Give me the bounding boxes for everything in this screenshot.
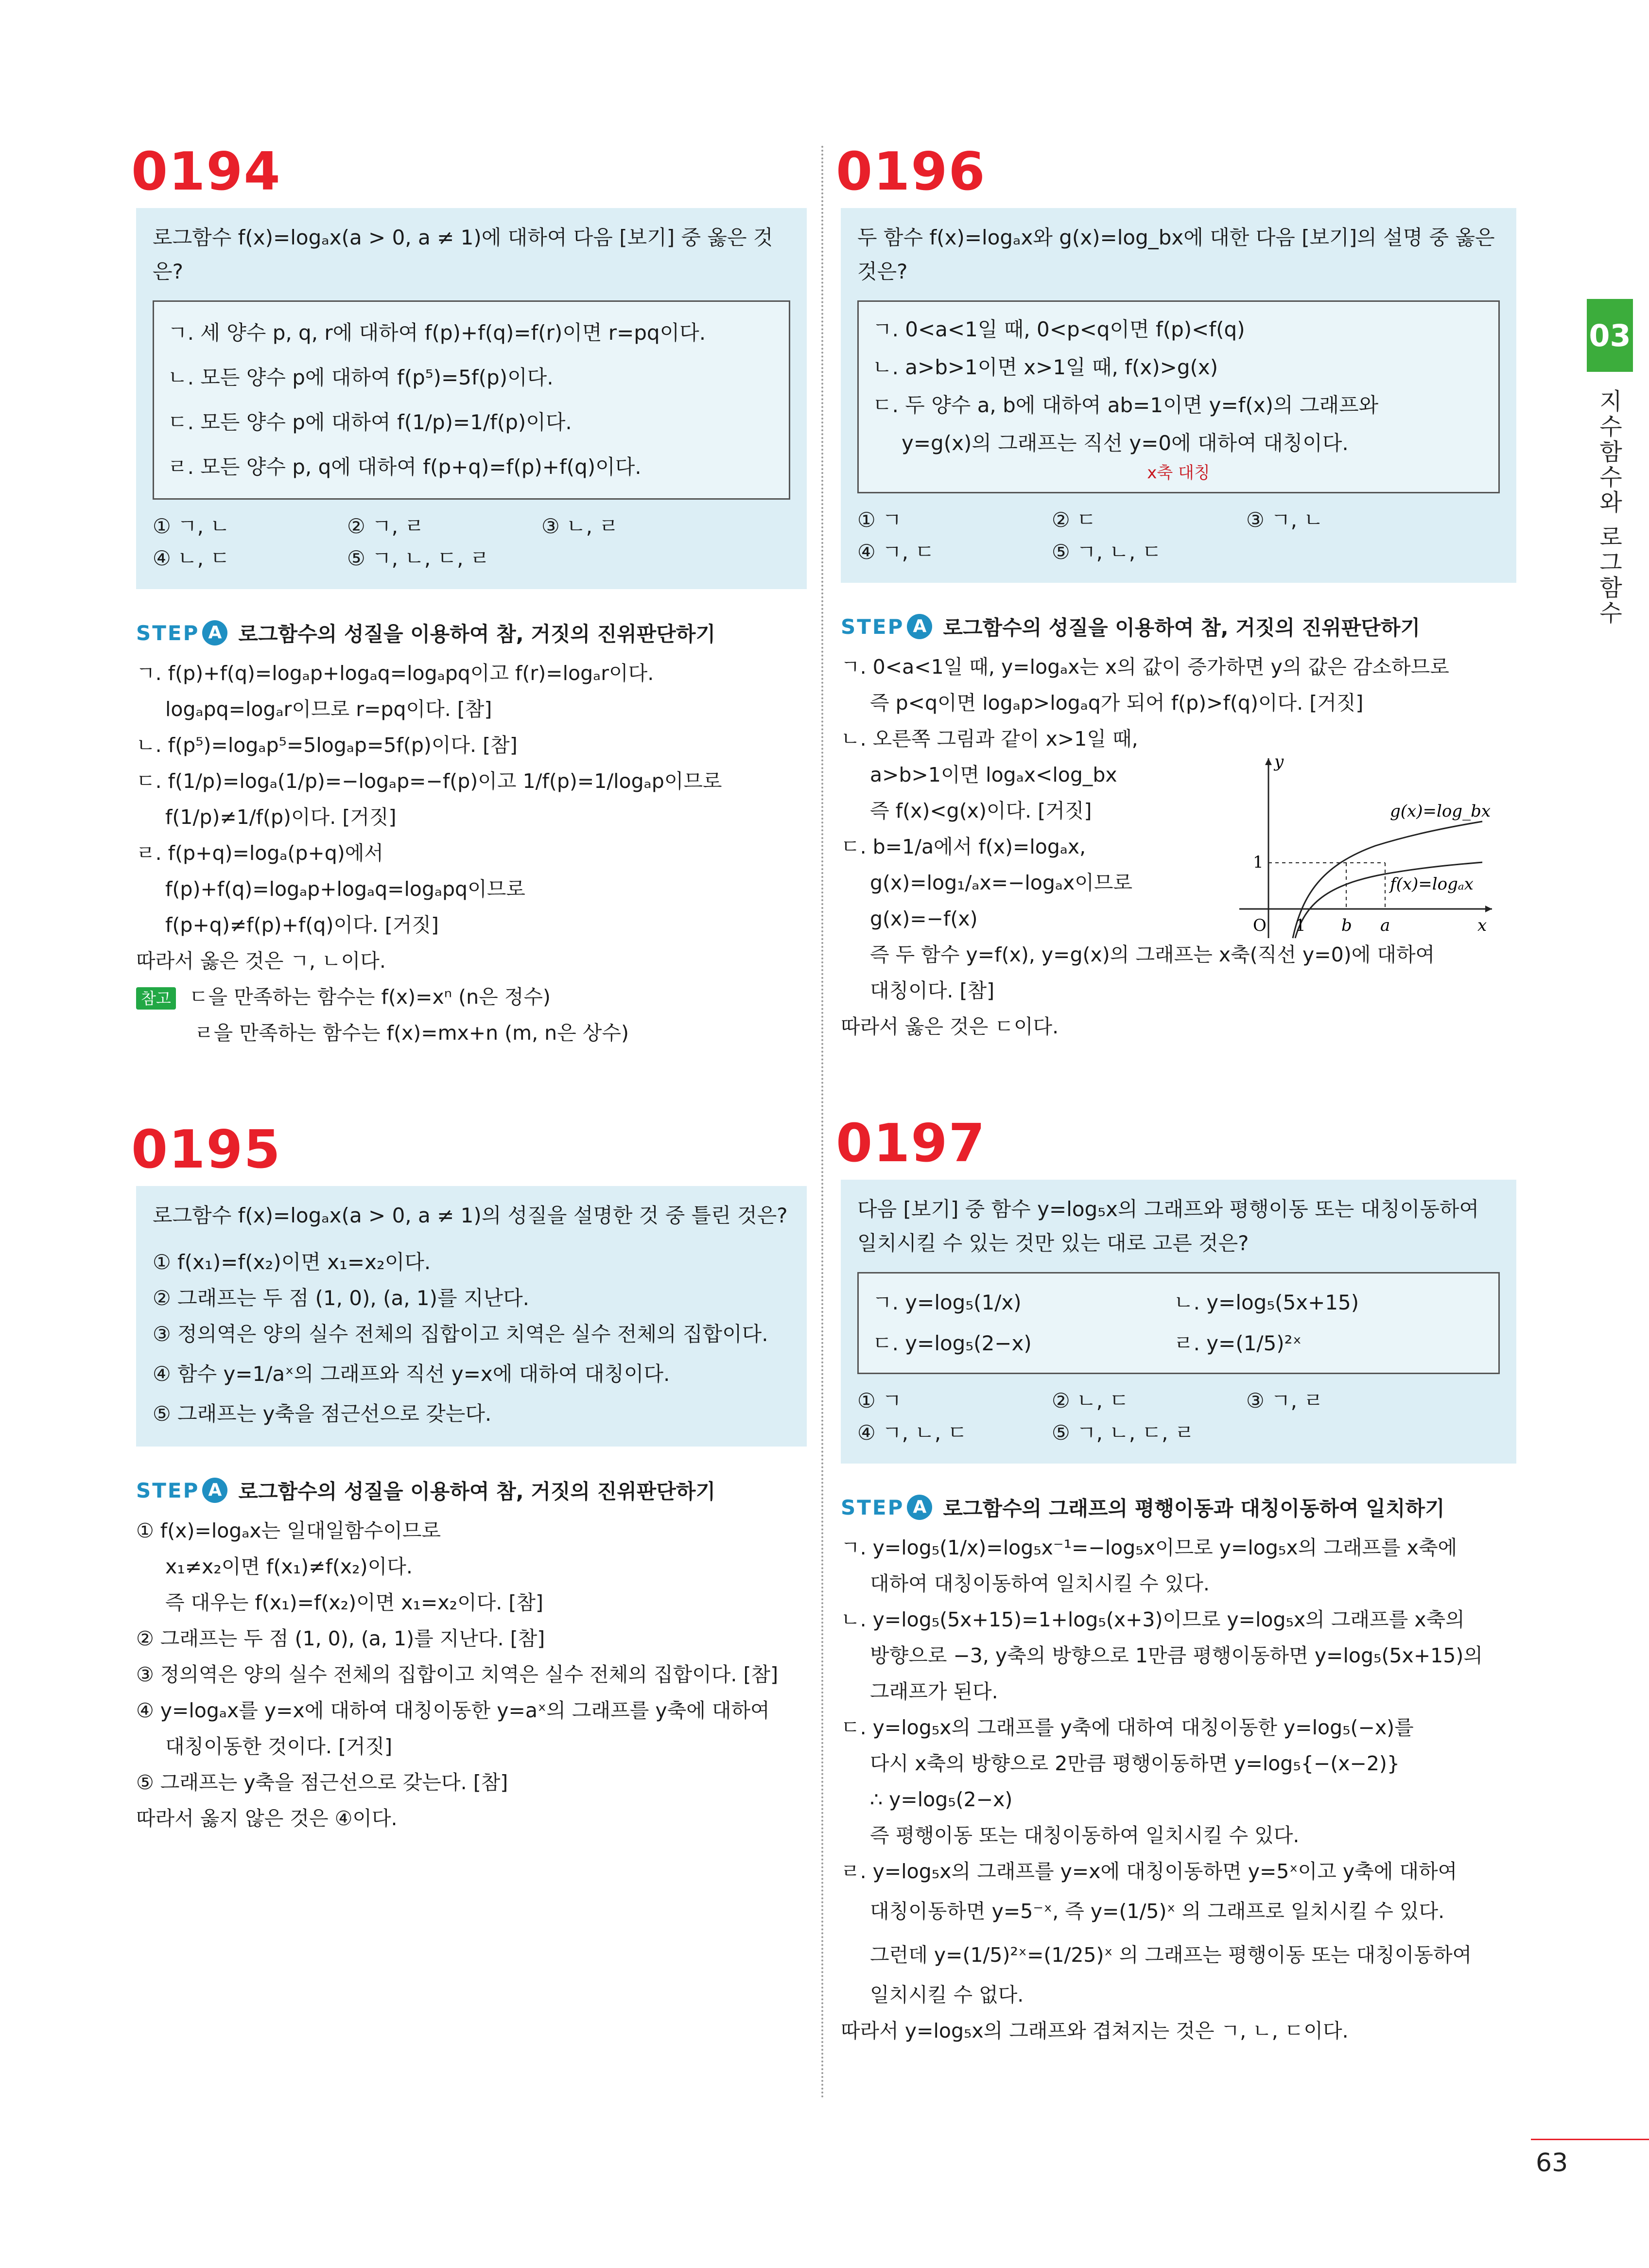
choice-1: ① ㄱ (857, 508, 902, 532)
problem-number: 0196 (836, 141, 986, 202)
choice-1: ① f(x₁)=f(x₂)이면 x₁=x₂이다. (153, 1250, 431, 1274)
solution-line: 즉 f(x)<g(x)이다. [거짓] (870, 799, 1092, 822)
problem-number: 0197 (836, 1113, 986, 1174)
solution-line: ㄴ. 오른쪽 그림과 같이 x>1일 때, (841, 727, 1138, 750)
graph-origin-label: O (1253, 916, 1267, 935)
bogi-box (153, 300, 790, 500)
question-box (136, 208, 807, 589)
bogi-item: ㄴ. 모든 양수 p에 대하여 f(p⁵)=5f(p)이다. (168, 366, 554, 389)
solution-line: 따라서 y=log₅x의 그래프와 겹쳐지는 것은 ㄱ, ㄴ, ㄷ이다. (841, 2019, 1349, 2042)
graph-b-label: b (1341, 916, 1352, 935)
left-column (131, 141, 807, 1836)
step-badge: A (907, 1495, 932, 1520)
bogi-annotation: x축 대칭 (1147, 463, 1210, 483)
choice-2: ② 그래프는 두 점 (1, 0), (a, 1)를 지난다. (153, 1286, 530, 1310)
solution-line: x₁≠x₂이면 f(x₁)≠f(x₂)이다. (165, 1555, 413, 1578)
solution-line: 대하여 대칭이동하여 일치시킬 수 있다. (870, 1572, 1210, 1595)
bogi-item: y=g(x)의 그래프는 직선 y=0에 대하여 대칭이다. (902, 431, 1349, 455)
problem-number: 0195 (131, 1119, 281, 1180)
graph-one-y-label: 1 (1253, 853, 1264, 872)
bogi-box (857, 1272, 1500, 1374)
log-graph (1230, 749, 1502, 943)
solution-line: 즉 대우는 f(x₁)=f(x₂)이면 x₁=x₂이다. [참] (165, 1591, 543, 1614)
choice-3: ③ ㄱ, ㄹ (1246, 1389, 1323, 1413)
bogi-item: ㄹ. y=(1/5)²ˣ (1174, 1331, 1302, 1355)
step-label: STEP (136, 621, 200, 645)
answer-choices (153, 510, 790, 575)
question-text: 다음 [보기] 중 함수 y=log₅x의 그래프와 평행이동 또는 대칭이동하여 일치시킬 수 있는 것만 있는 대로 고른 것은? (857, 1197, 1479, 1255)
problem-0195 (131, 1119, 807, 1836)
step-title: 로그함수의 성질을 이용하여 참, 거짓의 진위판단하기 (943, 616, 1421, 640)
solution-line: ㄹ. f(p+q)=logₐ(p+q)에서 (136, 841, 384, 865)
solution-line: ③ 정의역은 양의 실수 전체의 집합이고 치역은 실수 전체의 집합이다. [참] (136, 1663, 779, 1686)
bogi-item: ㄷ. 두 양수 a, b에 대하여 ab=1이면 y=f(x)의 그래프와 (872, 393, 1379, 417)
graph-a-label: a (1380, 916, 1390, 935)
solution-line: 일치시킬 수 없다. (870, 1983, 1024, 2006)
bogi-item: ㄹ. 모든 양수 p, q에 대하여 f(p+q)=f(p)+f(q)이다. (168, 455, 642, 479)
solution-line: a>b>1이면 logₐx<log_bx (870, 763, 1117, 786)
choice-5: ⑤ ㄱ, ㄴ, ㄷ (1052, 540, 1162, 564)
question-text: 두 함수 f(x)=logₐx와 g(x)=log_bx에 대한 다음 [보기]의 설명 중 옳은 것은? (857, 226, 1495, 283)
solution-line: logₐpq=logₐr이므로 r=pq이다. [참] (165, 698, 492, 721)
chapter-title: 지수함수와 로그함수 (1595, 389, 1622, 626)
problem-0197 (836, 1113, 1516, 2049)
step-label: STEP (841, 614, 904, 639)
solution-line: ② 그래프는 두 점 (1, 0), (a, 1)를 지난다. [참] (136, 1627, 545, 1650)
solution-line: 대칭이동하면 y=5⁻ˣ, 즉 y=(1/5)ˣ 의 그래프로 일치시킬 수 있다. (870, 1900, 1445, 1923)
step-label: STEP (136, 1478, 200, 1502)
answer-choices (857, 504, 1500, 568)
choice-1: ① ㄱ (857, 1389, 902, 1413)
choice-4: ④ ㄱ, ㄷ (857, 540, 935, 564)
solution-line: g(x)=log₁/ₐx=−logₐx이므로 (870, 871, 1133, 894)
solution-line: 따라서 옳은 것은 ㄱ, ㄴ이다. (136, 949, 386, 973)
page-number-rule (1531, 2139, 1649, 2140)
solution (136, 1513, 807, 1836)
choice-3: ③ 정의역은 양의 실수 전체의 집합이고 치역은 실수 전체의 집합이다. (153, 1322, 768, 1346)
solution-line: 즉 평행이동 또는 대칭이동하여 일치시킬 수 있다. (870, 1824, 1300, 1847)
note-line: ㄹ을 만족하는 함수는 f(x)=mx+n (m, n은 상수) (194, 1021, 629, 1045)
solution-line: ㄱ. y=log₅(1/x)=log₅x⁻¹=−log₅x이므로 y=log₅x의 그래프를 x축에 (841, 1536, 1458, 1559)
choice-3: ③ ㄱ, ㄴ (1246, 508, 1323, 532)
step-badge: A (907, 614, 932, 639)
solution-line: ㄱ. f(p)+f(q)=logₐp+logₐq=logₐpq이고 f(r)=logₐr이다. (136, 662, 654, 685)
solution-line: 즉 두 함수 y=f(x), y=g(x)의 그래프는 x축(직선 y=0)에 대하여 (870, 943, 1435, 966)
note-line (136, 979, 807, 1015)
solution-line: g(x)=−f(x) (870, 907, 978, 930)
step-title: 로그함수의 성질을 이용하여 참, 거짓의 진위판단하기 (238, 1480, 716, 1503)
right-column (836, 141, 1516, 2049)
solution-line: ㄴ. f(p⁵)=logₐp⁵=5logₐp=5f(p)이다. [참] (136, 733, 518, 757)
note-text: ㄷ을 만족하는 함수는 f(x)=xⁿ (n은 정수) (189, 985, 551, 1009)
note-badge: 참고 (136, 987, 176, 1010)
step-heading (136, 618, 807, 647)
graph-one-x-label: 1 (1295, 916, 1306, 935)
bogi-item: ㄱ. 세 양수 p, q, r에 대하여 f(p)+f(q)=f(r)이면 r=pq이다. (168, 321, 706, 345)
choice-2: ② ㄷ (1052, 508, 1096, 532)
choice-3: ③ ㄴ, ㄹ (541, 514, 619, 538)
problem-0196 (836, 141, 1516, 1045)
chapter-number-tab: 03 (1587, 299, 1633, 372)
solution-line: ㄷ. b=1/a에서 f(x)=logₐx, (841, 835, 1086, 858)
column-divider (821, 146, 823, 2100)
graph-x-label: x (1477, 916, 1487, 935)
solution-line: 대칭이동한 것이다. [거짓] (165, 1735, 393, 1758)
question-box (841, 208, 1516, 583)
solution-line: f(1/p)≠1/f(p)이다. [거짓] (165, 805, 397, 829)
solution-line: 그런데 y=(1/5)²ˣ=(1/25)ˣ 의 그래프는 평행이동 또는 대칭이동하여 (870, 1943, 1472, 1967)
step-heading (841, 1493, 1516, 1522)
choice-5: ⑤ 그래프는 y축을 점근선으로 갖는다. (153, 1402, 492, 1426)
step-heading (841, 612, 1516, 641)
question-text: 로그함수 f(x)=logₐx(a > 0, a ≠ 1)의 성질을 설명한 것 중 틀린 것은? (153, 1204, 788, 1227)
solution-line: ∴ y=log₅(2−x) (870, 1788, 1013, 1811)
solution-line: 따라서 옳지 않은 것은 ④이다. (136, 1807, 398, 1830)
graph-f-label: f(x)=logₐx (1390, 874, 1474, 894)
solution-line: f(p)+f(q)=logₐp+logₐq=logₐpq이므로 (165, 877, 525, 901)
bogi-item: ㄷ. y=log₅(2−x) (872, 1331, 1032, 1355)
solution-line: ⑤ 그래프는 y축을 점근선으로 갖는다. [참] (136, 1771, 508, 1794)
solution-line: ④ y=logₐx를 y=x에 대하여 대칭이동한 y=aˣ의 그래프를 y축에 대하여 (136, 1699, 770, 1722)
step-label: STEP (841, 1495, 904, 1519)
bogi-box (857, 300, 1500, 493)
page-number: 63 (1536, 2148, 1568, 2178)
bogi-item: ㄱ. y=log₅(1/x) (872, 1291, 1022, 1314)
answer-choices (857, 1385, 1500, 1449)
solution-line: ㄱ. 0<a<1일 때, y=logₐx는 x의 값이 증가하면 y의 값은 감소하므로 (841, 655, 1449, 679)
choice-2: ② ㄴ, ㄷ (1052, 1389, 1129, 1413)
solution-line: f(p+q)≠f(p)+f(q)이다. [거짓] (165, 913, 439, 937)
problem-0194 (131, 141, 807, 1051)
step-title: 로그함수의 성질을 이용하여 참, 거짓의 진위판단하기 (238, 622, 716, 646)
question-box (136, 1186, 807, 1447)
problem-number: 0194 (131, 141, 281, 202)
graph-y-label: y (1274, 752, 1284, 771)
step-title: 로그함수의 그래프의 평행이동과 대칭이동하여 일치하기 (943, 1497, 1445, 1520)
solution-line: 다시 x축의 방향으로 2만큼 평행이동하면 y=log₅{−(x−2)} (870, 1752, 1400, 1775)
choice-2: ② ㄱ, ㄹ (347, 514, 424, 538)
solution (136, 655, 807, 1051)
x-axis-arrow (1485, 906, 1492, 912)
solution-line: ㄷ. f(1/p)=logₐ(1/p)=−logₐp=−f(p)이고 1/f(p)=1/logₐp이므로 (136, 769, 722, 793)
solution-line: 방향으로 −3, y축의 방향으로 1만큼 평행이동하면 y=log₅(5x+15)의 (870, 1644, 1483, 1667)
solution-line: ㄹ. y=log₅x의 그래프를 y=x에 대칭이동하면 y=5ˣ이고 y축에 대하여 (841, 1860, 1458, 1883)
choice-5: ⑤ ㄱ, ㄴ, ㄷ, ㄹ (347, 546, 490, 570)
solution-line: 즉 p<q이면 logₐp>logₐq가 되어 f(p)>f(q)이다. [거짓] (870, 691, 1364, 715)
solution-line: 그래프가 된다. (870, 1680, 998, 1703)
choice-1: ① ㄱ, ㄴ (153, 514, 230, 538)
solution-line: 대칭이다. [참] (870, 979, 995, 1002)
question-box (841, 1180, 1516, 1464)
choice-5: ⑤ ㄱ, ㄴ, ㄷ, ㄹ (1052, 1421, 1195, 1445)
bogi-item: ㄴ. y=log₅(5x+15) (1174, 1291, 1359, 1314)
choice-4: ④ ㄴ, ㄷ (153, 546, 230, 570)
solution-line: ① f(x)=logₐx는 일대일함수이므로 (136, 1519, 441, 1542)
step-badge: A (202, 620, 227, 646)
step-heading (136, 1476, 807, 1505)
step-badge: A (202, 1478, 227, 1503)
bogi-item: ㄴ. a>b>1이면 x>1일 때, f(x)>g(x) (872, 355, 1218, 379)
solution-line: ㄴ. y=log₅(5x+15)=1+log₅(x+3)이므로 y=log₅x의 그래프를 x축의 (841, 1608, 1465, 1631)
solution (841, 1530, 1516, 2049)
bogi-item: ㄱ. 0<a<1일 때, 0<p<q이면 f(p)<f(q) (872, 317, 1245, 341)
y-axis-arrow (1265, 758, 1272, 765)
solution-line: 따라서 옳은 것은 ㄷ이다. (841, 1015, 1059, 1038)
graph-g-label: g(x)=log_bx (1390, 802, 1491, 821)
solution-line: ㄷ. y=log₅x의 그래프를 y축에 대하여 대칭이동한 y=log₅(−x)를 (841, 1716, 1414, 1739)
choice-4: ④ 함수 y=1/aˣ의 그래프와 직선 y=x에 대하여 대칭이다. (153, 1362, 670, 1386)
choice-4: ④ ㄱ, ㄴ, ㄷ (857, 1421, 968, 1445)
question-text: 로그함수 f(x)=logₐx(a > 0, a ≠ 1)에 대하여 다음 [보기] 중 옳은 것은? (153, 226, 773, 283)
bogi-item: ㄷ. 모든 양수 p에 대하여 f(1/p)=1/f(p)이다. (168, 410, 572, 434)
